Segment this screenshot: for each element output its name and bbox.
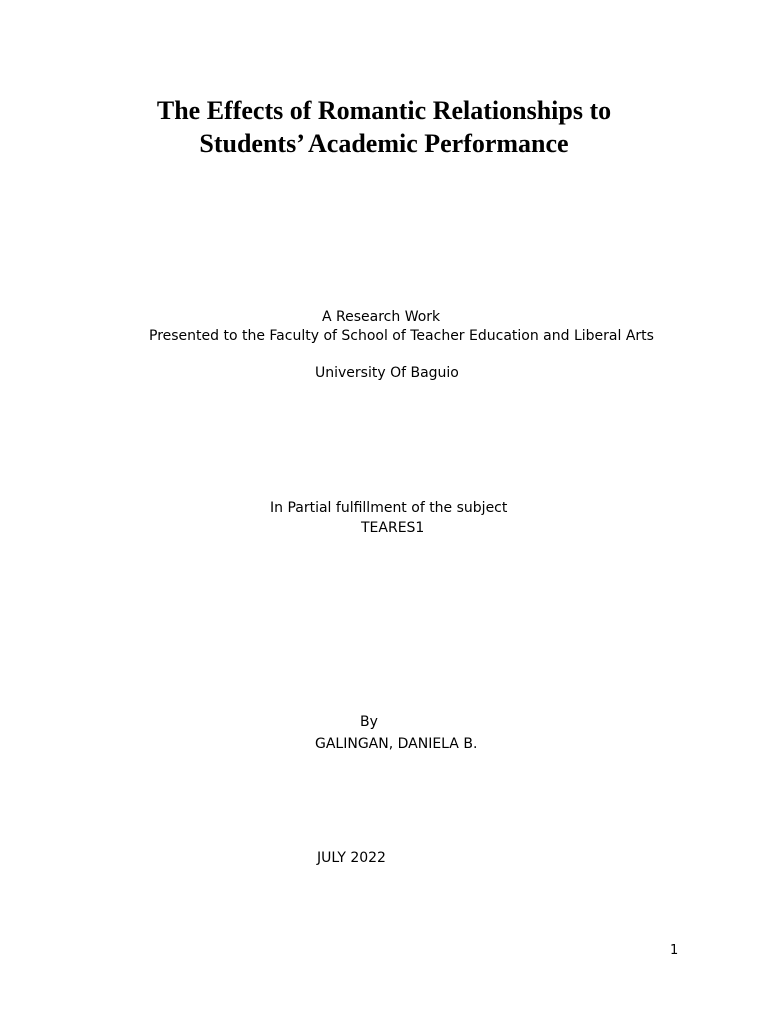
subject-code: TEARES1 <box>361 520 425 536</box>
presented-to-text: Presented to the Faculty of School of Teacher Education and Liberal Arts <box>149 328 654 344</box>
university-name: University Of Baguio <box>315 365 459 381</box>
title-line-2: Students’ Academic Performance <box>199 129 569 158</box>
research-work-label: A Research Work <box>322 309 441 325</box>
page-number: 1 <box>670 943 679 958</box>
by-label: By <box>360 714 378 730</box>
submission-date: JULY 2022 <box>317 850 386 866</box>
author-name: GALINGAN, DANIELA B. <box>315 736 478 752</box>
partial-fulfillment-text: In Partial fulfillment of the subject <box>270 500 508 516</box>
title-line-1: The Effects of Romantic Relationships to <box>156 96 612 125</box>
